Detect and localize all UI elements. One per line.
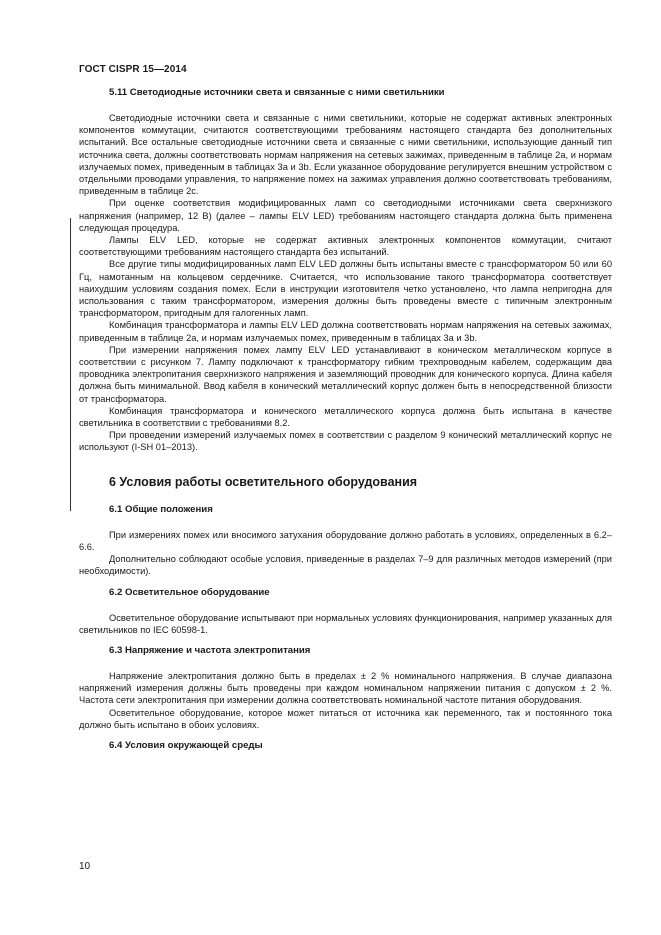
section-6-4-heading: 6.4 Условия окружающей среды: [109, 739, 263, 751]
paragraph: При проведении измерений излучаемых помех в соответствии с разделом 9 конический металлический корпус не используют (I-SH 01–2013).: [79, 430, 612, 453]
paragraph: Осветительное оборудование испытывают при нормальных условиях функционирования, например указанных для светильников по IEC 60598-1.: [79, 612, 612, 635]
page-number: 10: [79, 861, 91, 872]
paragraph: Комбинация трансформатора и лампы ELV LED должна соответствовать нормам напряжения на сетевых зажимах, приведенным в таблице 2а, и нормам излучаемых помех, приведенным в таблицах 3а и 3b.: [79, 320, 612, 343]
page-content: [79, 86, 612, 752]
paragraph: Напряжение электропитания должно быть в пределах ± 2 % номинального напряжения. В случае диапазона напряжений измерения должны быть проведены при каждом номинальном напряжении питания с допуском ± 2 %. Частота сети электропитания при измерении должна соответствовать номинальной частоте питания оборудования.: [79, 670, 612, 706]
paragraph: Дополнительно соблюдают особые условия, приведенные в разделах 7–9 для различных методов измерений (при необходимости).: [79, 554, 612, 577]
paragraph: Все другие типы модифицированных ламп ELV LED должны быть испытаны вместе с трансформатором 50 или 60 Гц, намотанным на кольцевом сердечнике. Считается, что использование такого трансформатора соответствует наихудшим условиям создания помех. Если в инструкции изготовителя четко установлено, что лампа непригодна для использования с таким трансформатором, измерения должны быть проведены вместе с типичным электронным трансформатором, пригодным для галогенных ламп.: [79, 259, 612, 319]
section-5-11-heading: 5.11 Светодиодные источники света и связанные с ними светильники: [109, 87, 445, 98]
paragraph: Комбинация трансформатора и конического металлического корпуса должна быть испытана в качестве светильника в соответствии с требованиями 8.2.: [79, 405, 612, 429]
paragraph: Осветительное оборудование, которое может питаться от источника как переменного, так и постоянного тока должно быть испытано в обоих условиях.: [79, 707, 612, 730]
paragraph: При измерениях помех или вносимого затухания оборудование должно работать в условиях, определенных в 6.2–6.6.: [79, 529, 612, 552]
paragraph: При измерении напряжения помех лампу ELV LED устанавливают в коническом металлическом корпусе в соответствии с рисунком 7. Лампу подключают к трансформатору гибким трехпроводным кабелем, содержащим два проводника электропитания сверхнизкого напряжения и заземляющий проводник для конического корпуса. Длина кабеля должна быть минимальной. Ввод кабеля в конический металлический корпус должен быть в непосредственной близости от трансформатора.: [79, 344, 612, 404]
section-6-1-heading: 6.1 Общие положения: [109, 503, 213, 515]
section-6-2-heading: 6.2 Осветительное оборудование: [109, 586, 270, 598]
document-header: ГОСТ CISPR 15—2014: [79, 64, 187, 75]
paragraph: При оценке соответствия модифицированных ламп со светодиодными источниками света сверхнизкого напряжения (например, 12 В) (далее – лампы ELV LED) требованиям настоящего стандарта должна быть применена следующая процедура.: [79, 198, 612, 233]
section-6-3-heading: 6.3 Напряжение и частота электропитания: [109, 644, 311, 656]
paragraph: Лампы ELV LED, которые не содержат активных электронных компонентов коммутации, считают соответствующими требованиям настоящего стандарта без испытаний.: [79, 235, 612, 258]
section-6-heading: 6 Условия работы осветительного оборудования: [109, 474, 418, 489]
paragraph: Светодиодные источники света и связанные с ними светильники, которые не содержат активных электронных компонентов коммутации, считаются соответствующими требованиям настоящего стандарта без дополнительных испытаний. Все остальные светодиодные источники света и связанные с ними светильники, использующие данный тип источника света, должны соответствовать нормам напряжения на сетевых зажимах, приведенным в таблице 2а, и нормам излучаемых помех, приведенным в таблицах 3а и 3b. Если указанное оборудование регулируется внешним устройством с отдельными проводами управления, то напряжение помех на зажимах управления должно соответствовать требованиям, приведенным в таблице 2с.: [79, 113, 612, 197]
change-bar: [70, 218, 71, 511]
